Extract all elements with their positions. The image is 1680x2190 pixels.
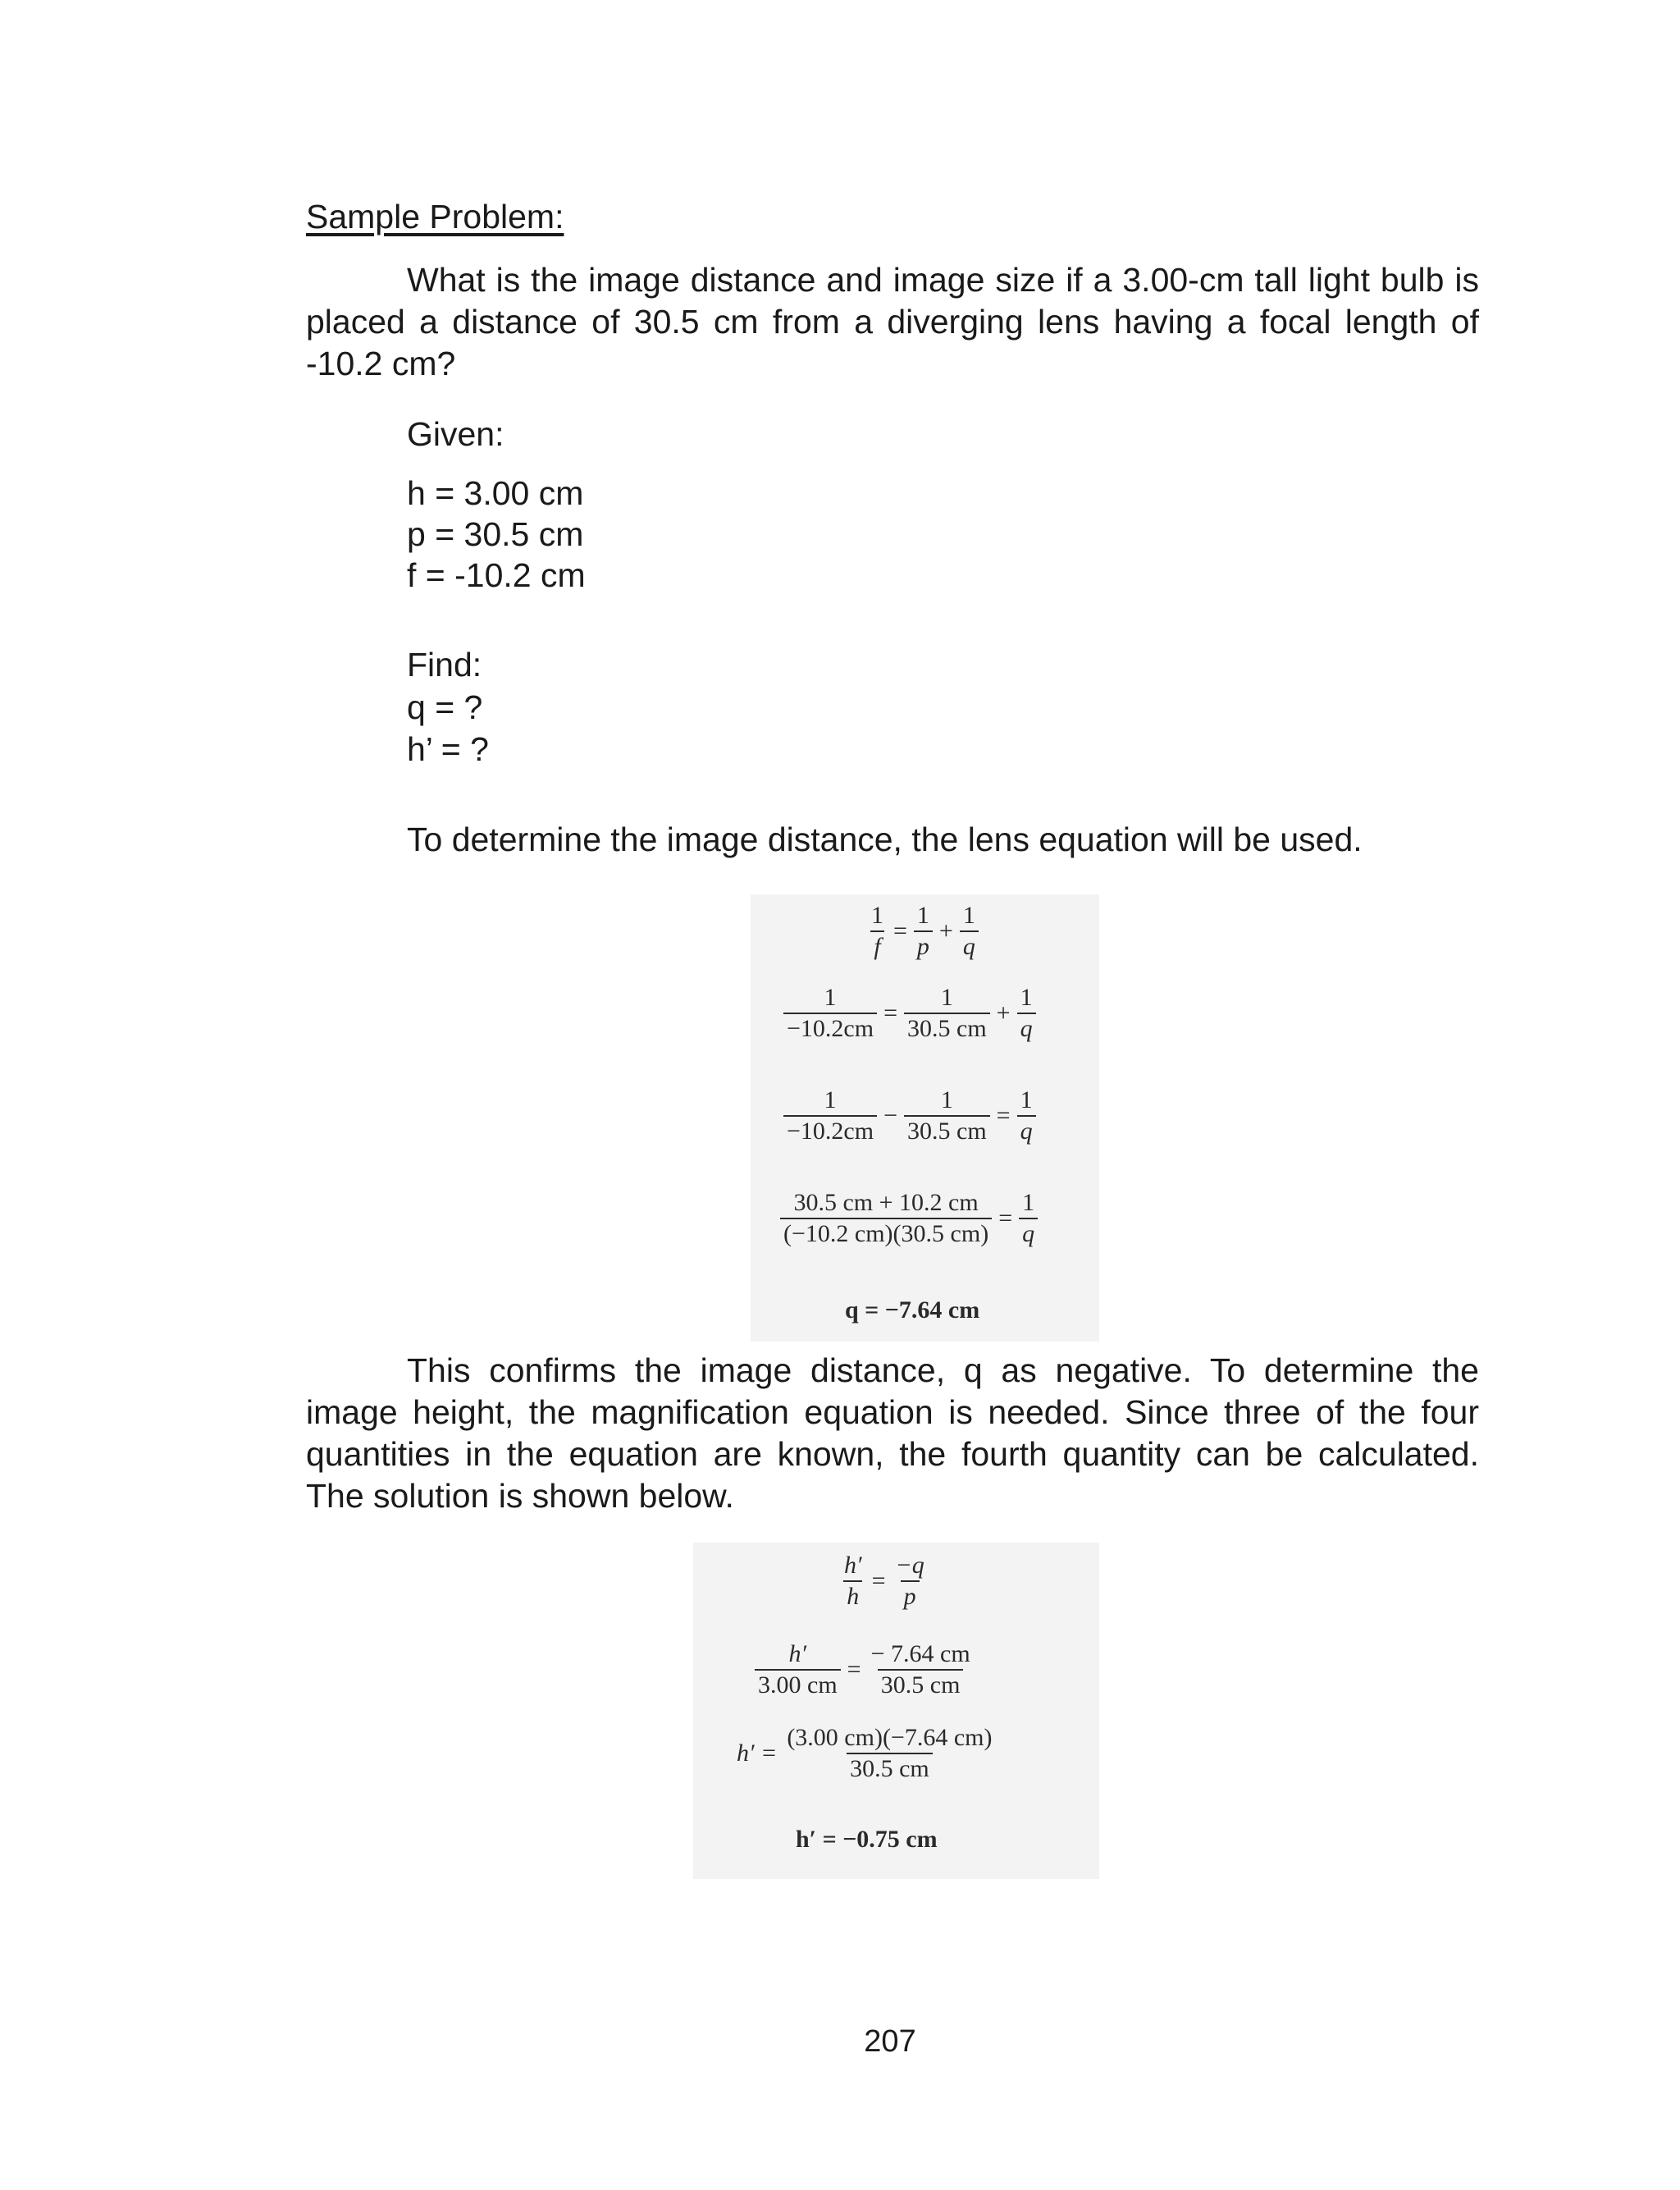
magnification-solved: h′ = $\frac{(3.00 cm)(-7.64 cm)}{30.5 cm}$ <box>737 1724 993 1782</box>
lens-equation-substituted: $\frac{1}{-10.2cm}$ = $\frac{1}{30.5 cm}$ + $\frac{1}{q}$ <box>783 985 1036 1042</box>
section-heading: Sample Problem: <box>306 198 564 235</box>
given-p: p = 30.5 cm <box>407 515 584 553</box>
magnification-substituted: $\frac{h'}{3.00 cm}$ = $\frac{- 7.64 cm}{30.5 cm}$ <box>755 1641 974 1699</box>
given-label: Given: <box>407 415 504 453</box>
given-f: f = -10.2 cm <box>407 556 586 594</box>
conclusion-text: This confirms the image distance, q as negative. To determine the image height, the magnification equation is needed. Since three of the four quantities in the equation are known, the fourth quantity can be calculated. The solution is shown below. <box>306 1351 1479 1515</box>
find-q: q = ? <box>407 688 483 726</box>
given-h: h = 3.00 cm <box>407 474 584 512</box>
lens-equation-result: q = −7.64 cm <box>845 1296 980 1324</box>
lens-equation-combined: $\frac{30.5 cm + 10.2 cm}{(-10.2 cm)(30.5 cm)}$ = $\frac{1}{q}$ <box>780 1190 1038 1247</box>
lens-intro: To determine the image distance, the lens equation will be used. <box>407 821 1363 858</box>
lens-equation-general: $\frac{1}{f}$ = $\frac{1}{p}$ + $\frac{1}{q}$ <box>868 903 979 960</box>
conclusion-paragraph <box>306 1350 1479 1517</box>
magnification-general: $\frac{h'}{h}$ = $\frac{-q}{p}$ <box>844 1552 924 1610</box>
magnification-result: h′ = −0.75 cm <box>796 1826 938 1853</box>
page-number: 207 <box>864 2024 916 2059</box>
lens-equation-image <box>751 894 1099 1342</box>
problem-paragraph <box>306 259 1479 385</box>
lens-equation-rearranged: 1 −10.2cm − $\frac{1}{30.5 cm}$ = $\frac{1}{q}$ <box>783 1087 1036 1145</box>
find-label: Find: <box>407 646 482 684</box>
problem-text: What is the image distance and image size if a 3.00-cm tall light bulb is placed a distance of 30.5 cm from a diverging lens having a focal length of -10.2 cm? <box>306 261 1479 382</box>
magnification-equation-image <box>693 1543 1099 1879</box>
find-hprime: h’ = ? <box>407 730 489 768</box>
